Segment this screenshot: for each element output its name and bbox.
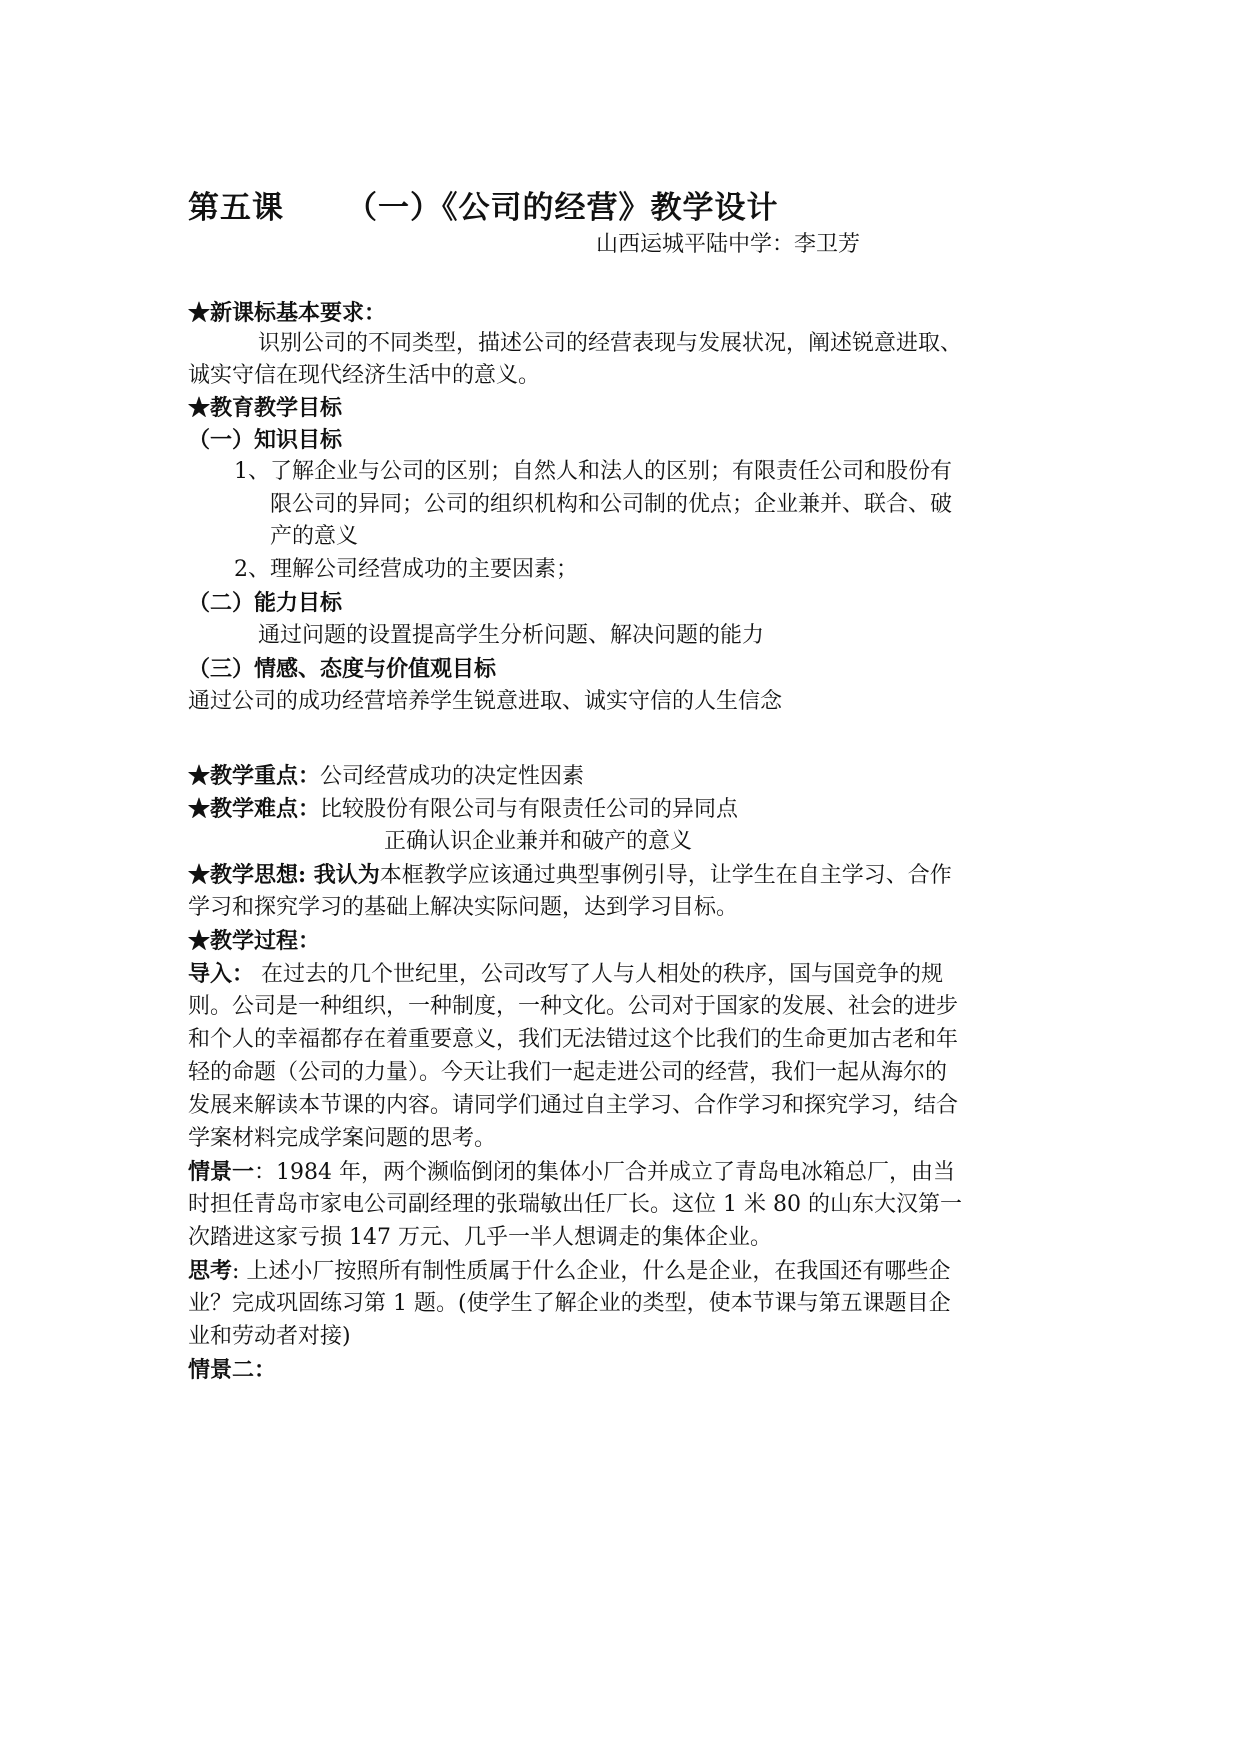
intro-text-line: 发展来解读本节课的内容。请同学们通过自主学习、合作学习和探究学习，结合 — [188, 1093, 959, 1118]
thinking-text: 本框教学应该通过典型事例引导，让学生在自主学习、合作 — [379, 863, 952, 888]
intro-text-line: 和个人的幸福都存在着重要意义，我们无法错过这个比我们的生命更加古老和年 — [188, 1027, 959, 1052]
emotion-goals-heading: （三）情感、态度与价值观目标 — [188, 656, 497, 682]
scene1-text-line: 时担任青岛市家电公司副经理的张瑞敏出任厂长。这位 1 米 80 的山东大汉第一 — [188, 1192, 962, 1217]
author-line: 山西运城平陆中学：李卫芳 — [596, 232, 861, 257]
think-text: : 上述小厂按照所有制性质属于什么企业，什么是企业，在我国还有哪些企 — [232, 1259, 951, 1284]
title-topic: （一）《公司的经营》教学设计 — [346, 190, 779, 226]
difficulty-label: ★教学难点： — [188, 796, 321, 822]
scene1-text: ：1984 年，两个濒临倒闭的集体小厂合并成立了青岛电冰箱总厂，由当 — [254, 1160, 955, 1185]
think-line — [188, 1256, 950, 1287]
key-point-line — [188, 761, 584, 792]
intro-text-line: 则。公司是一种组织，一种制度，一种文化。公司对于国家的发展、社会的进步 — [188, 994, 959, 1019]
intro-line — [188, 959, 943, 990]
intro-text-line: 轻的命题（公司的力量）。今天让我们一起走进公司的经营，我们一起从海尔的 — [188, 1060, 948, 1085]
thinking-text-line: 学习和探究学习的基础上解决实际问题，达到学习目标。 — [188, 895, 739, 920]
knowledge-goals-heading: （一）知识目标 — [188, 427, 343, 453]
difficulty-text: 比较股份有限公司与有限责任公司的异同点 — [320, 797, 739, 822]
scene1-text-line: 次踏进这家亏损 147 万元、几乎一半人想调走的集体企业。 — [188, 1225, 772, 1250]
title-lesson: 第五课 — [188, 190, 284, 226]
scene2-heading: 情景二： — [188, 1357, 277, 1383]
intro-text: 在过去的几个世纪里，公司改写了人与人相处的秩序，国与国竞争的规 — [254, 962, 944, 987]
think-text-line: 业和劳动者对接) — [188, 1324, 351, 1349]
standards-text-line: 识别公司的不同类型，描述公司的经营表现与发展状况，阐述锐意进取、 — [258, 331, 963, 356]
goals-heading: ★教育教学目标 — [188, 395, 343, 421]
key-point-text: 公司经营成功的决定性因素 — [320, 764, 585, 789]
knowledge-goal-item: 2、理解公司经营成功的主要因素； — [234, 557, 578, 582]
knowledge-goal-item: 限公司的异同；公司的组织机构和公司制的优点；企业兼并、联合、破 — [270, 492, 953, 517]
ability-goals-heading: （二）能力目标 — [188, 590, 343, 616]
scene1-label: 情景一 — [188, 1159, 255, 1185]
emotion-goals-text: 通过公司的成功经营培养学生锐意进取、诚实守信的人生信念 — [188, 689, 783, 714]
intro-text-line: 学案材料完成学案问题的思考。 — [188, 1126, 497, 1151]
process-heading: ★教学过程： — [188, 928, 321, 954]
knowledge-goal-item: 产的意义 — [270, 524, 359, 549]
scene1-line — [188, 1157, 955, 1188]
difficulty-text-2: 正确认识企业兼并和破产的意义 — [384, 829, 693, 854]
page-title — [188, 182, 779, 227]
standards-heading: ★新课标基本要求： — [188, 300, 387, 326]
standards-text-line: 诚实守信在现代经济生活中的意义。 — [188, 363, 541, 388]
think-label: 思考 — [188, 1258, 233, 1284]
thinking-label: ★教学思想: 我认为 — [188, 862, 380, 888]
ability-goals-text: 通过问题的设置提高学生分析问题、解决问题的能力 — [258, 623, 765, 648]
thinking-line — [188, 860, 952, 891]
intro-label: 导入： — [188, 961, 255, 987]
difficulty-line — [188, 794, 738, 825]
think-text-line: 业？完成巩固练习第 1 题。(使学生了解企业的类型，使本节课与第五课题目企 — [188, 1291, 951, 1316]
knowledge-goal-item: 1、了解企业与公司的区别；自然人和法人的区别；有限责任公司和股份有 — [234, 459, 952, 484]
key-point-label: ★教学重点： — [188, 763, 321, 789]
